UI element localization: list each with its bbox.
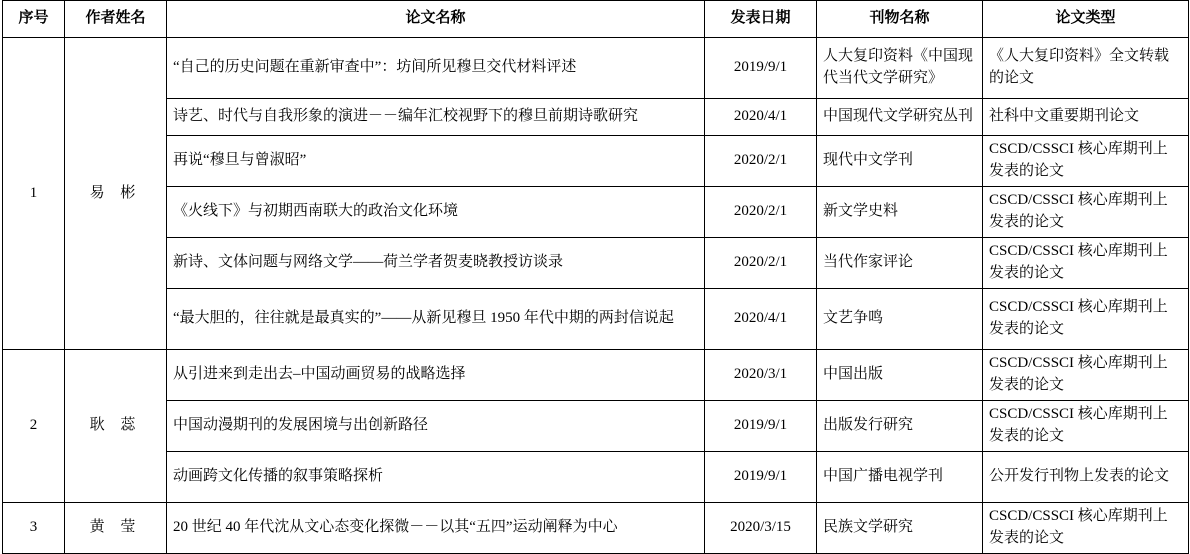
table-row [3,187,1189,238]
paper-title: 再说“穆旦与曾淑昭” [167,136,705,187]
row-number: 3 [3,503,65,554]
journal-name: 现代中文学刊 [817,136,983,187]
publish-date: 2020/3/15 [705,503,817,554]
table-row [3,350,1189,401]
journal-name: 新文学史料 [817,187,983,238]
paper-type: CSCD/CSSCI 核心库期刊上发表的论文 [983,289,1189,350]
header-type: 论文类型 [983,1,1189,38]
header-no: 序号 [3,1,65,38]
publish-date: 2020/4/1 [705,289,817,350]
table-body [3,38,1189,554]
paper-title: 诗艺、时代与自我形象的演进－－编年汇校视野下的穆旦前期诗歌研究 [167,99,705,136]
table-row [3,136,1189,187]
header-author: 作者姓名 [65,1,167,38]
paper-type: CSCD/CSSCI 核心库期刊上发表的论文 [983,503,1189,554]
table-row [3,503,1189,554]
author-name: 耿 蕊 [65,350,167,503]
paper-type: 社科中文重要期刊论文 [983,99,1189,136]
author-name: 易 彬 [65,38,167,350]
journal-name: 中国出版 [817,350,983,401]
paper-title: “最大胆的，往往就是最真实的”——从新见穆旦 1950 年代中期的两封信说起 [167,289,705,350]
publish-date: 2020/2/1 [705,238,817,289]
paper-type: CSCD/CSSCI 核心库期刊上发表的论文 [983,401,1189,452]
paper-type: 《人大复印资料》全文转载的论文 [983,38,1189,99]
table-row [3,238,1189,289]
header-title: 论文名称 [167,1,705,38]
journal-name: 出版发行研究 [817,401,983,452]
paper-type: CSCD/CSSCI 核心库期刊上发表的论文 [983,136,1189,187]
paper-title: 中国动漫期刊的发展困境与出创新路径 [167,401,705,452]
row-number: 1 [3,38,65,350]
table-row [3,401,1189,452]
table-row [3,289,1189,350]
table-row [3,452,1189,503]
header-date: 发表日期 [705,1,817,38]
journal-name: 当代作家评论 [817,238,983,289]
table-header-row [3,1,1189,38]
publish-date: 2020/3/1 [705,350,817,401]
journal-name: 民族文学研究 [817,503,983,554]
paper-title: “自己的历史问题在重新审查中”：坊间所见穆旦交代材料评述 [167,38,705,99]
paper-type: CSCD/CSSCI 核心库期刊上发表的论文 [983,238,1189,289]
table-row [3,38,1189,99]
paper-type: 公开发行刊物上发表的论文 [983,452,1189,503]
paper-title: 《火线下》与初期西南联大的政治文化环境 [167,187,705,238]
publish-date: 2019/9/1 [705,401,817,452]
paper-type: CSCD/CSSCI 核心库期刊上发表的论文 [983,187,1189,238]
paper-title: 20 世纪 40 年代沈从文心态变化探微－－以其“五四”运动阐释为中心 [167,503,705,554]
author-name: 黄 莹 [65,503,167,554]
publish-date: 2020/4/1 [705,99,817,136]
row-number: 2 [3,350,65,503]
journal-name: 中国广播电视学刊 [817,452,983,503]
journal-name: 中国现代文学研究丛刊 [817,99,983,136]
publish-date: 2019/9/1 [705,452,817,503]
header-journal: 刊物名称 [817,1,983,38]
journal-name: 文艺争鸣 [817,289,983,350]
publish-date: 2019/9/1 [705,38,817,99]
papers-table [2,0,1189,554]
publish-date: 2020/2/1 [705,187,817,238]
table-row [3,99,1189,136]
paper-title: 新诗、文体问题与网络文学——荷兰学者贺麦晓教授访谈录 [167,238,705,289]
journal-name: 人大复印资料《中国现代当代文学研究》 [817,38,983,99]
publish-date: 2020/2/1 [705,136,817,187]
paper-type: CSCD/CSSCI 核心库期刊上发表的论文 [983,350,1189,401]
paper-title: 从引进来到走出去–中国动画贸易的战略选择 [167,350,705,401]
paper-title: 动画跨文化传播的叙事策略探析 [167,452,705,503]
